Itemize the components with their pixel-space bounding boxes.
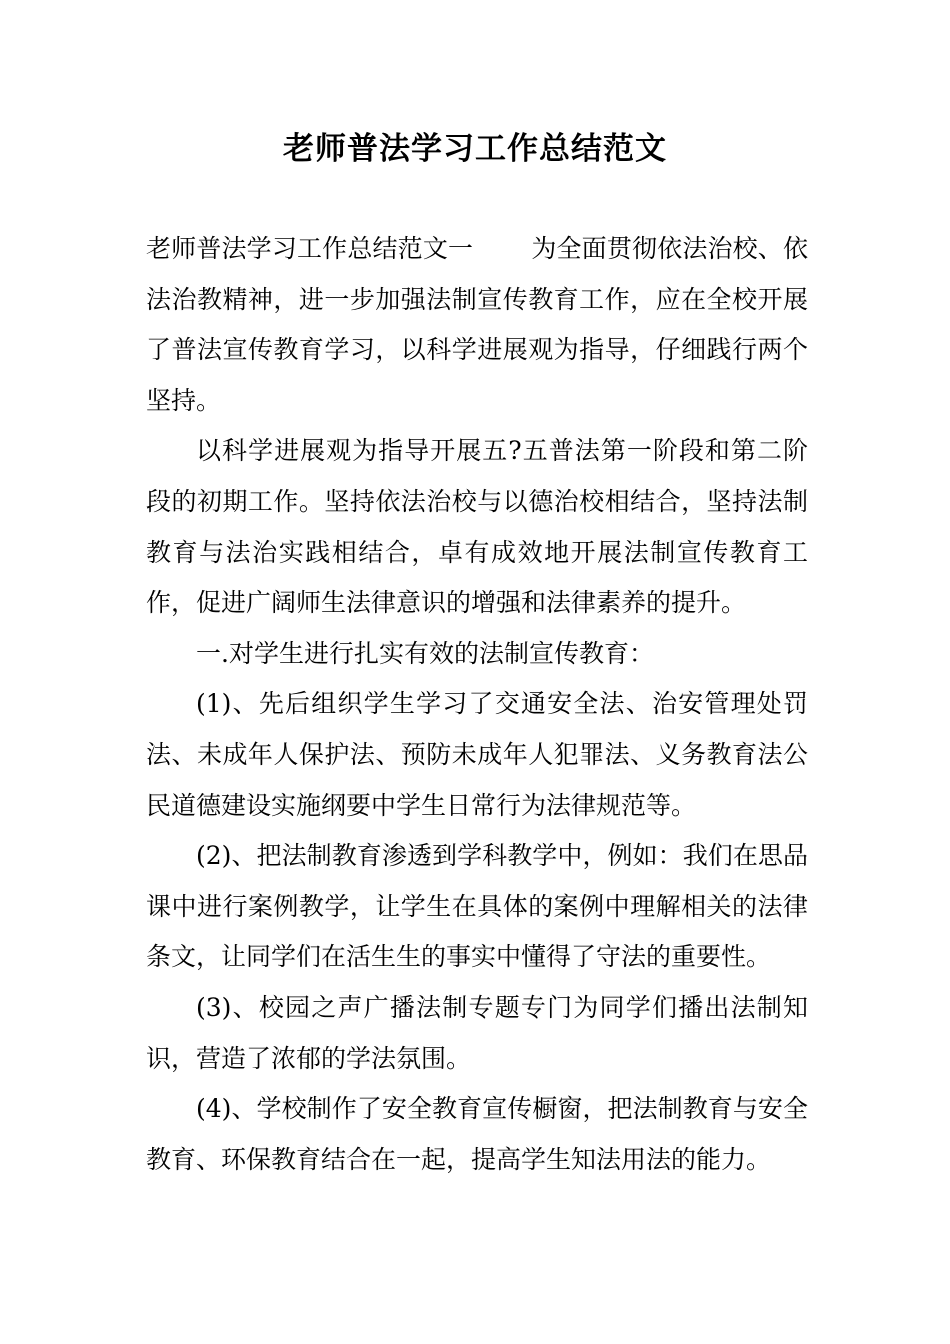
paragraph-overview: 以科学进展观为指导开展五?五普法第一阶段和第二阶段的初期工作。坚持依法治校与以德治校相结合，坚持法制教育与法治实践相结合，卓有成效地开展法制宣传教育工作，促进广阔师生法律意识的增强和法律素养的提升。 (146, 436, 808, 618)
paragraph-item-4: (4)、学校制作了安全教育宣传橱窗，把法制教育与安全教育、环保教育结合在一起，提高学生知法用法的能力。 (146, 1094, 808, 1174)
intro-heading: 老师普法学习工作总结范文一 (146, 234, 474, 263)
intro-paragraph (146, 224, 808, 426)
paragraph-item-3: (3)、校园之声广播法制专题专门为同学们播出法制知识，营造了浓郁的学法氛围。 (146, 992, 808, 1073)
paragraph-item-1: (1)、先后组织学生学习了交通安全法、治安管理处罚法、未成年人保护法、预防未成年人犯罪法、义务教育法公民道德建设实施纲要中学生日常行为法律规范等。 (146, 689, 808, 820)
document-body (146, 224, 808, 1185)
section-heading-students: 一.对学生进行扎实有效的法制宣传教育： (196, 638, 654, 668)
intro-text: 为全面贯彻依法治校、依法治教精神，进一步加强法制宣传教育工作，应在全校开展了普法宣传教育学习，以科学进展观为指导，仔细践行两个坚持。 (146, 234, 808, 415)
document-title: 老师普法学习工作总结范文 (283, 131, 667, 167)
paragraph-item-2: (2)、把法制教育渗透到学科教学中，例如：我们在思品课中进行案例教学，让学生在具体的案例中理解相关的法律条文，让同学们在活生生的事实中懂得了守法的重要性。 (146, 841, 808, 972)
